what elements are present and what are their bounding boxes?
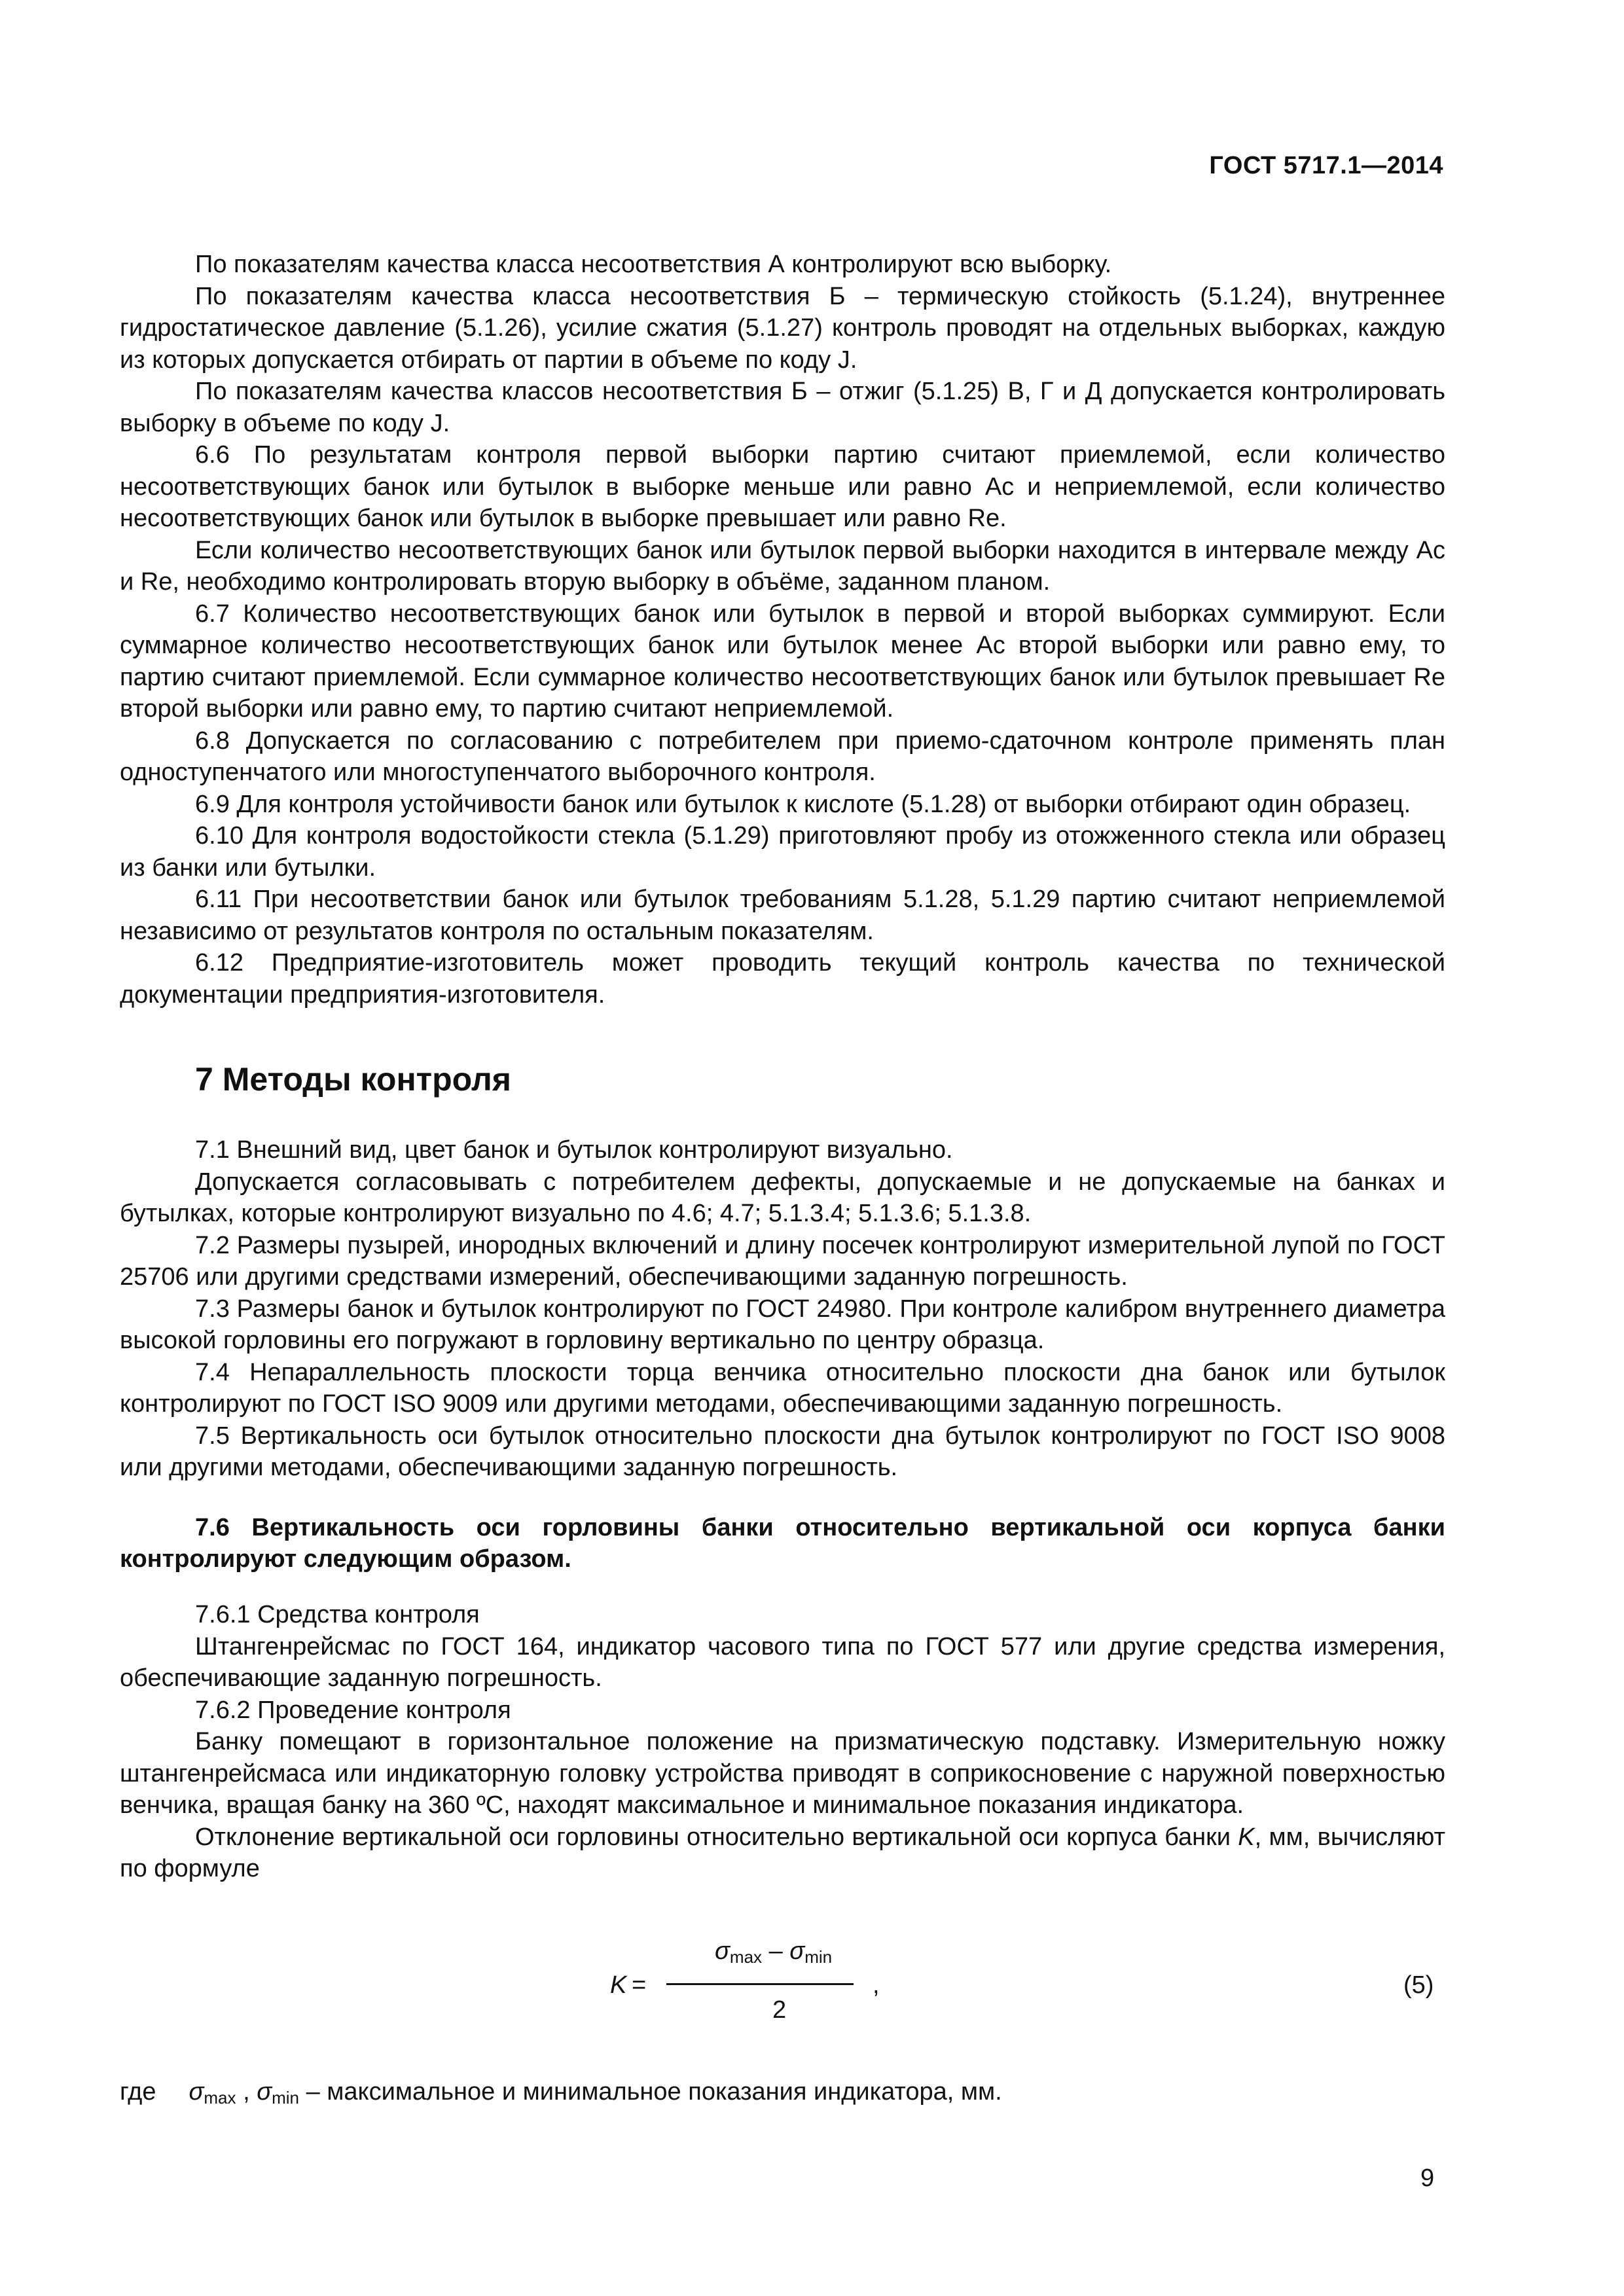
paragraph: 6.6 По результатам контроля первой выборки партию считают приемлемой, если количество несоответствующих банок или бутылок в выборке меньше или равно Ac и неприемлемой, если количество несоответствующих банок или бутылок в выборке превышает или равно Re.	[120, 441, 1445, 532]
paragraph: 6.12 Предприятие-изготовитель может проводить текущий контроль качества по технической документации предприятия-изготовителя.	[120, 949, 1445, 1009]
sigma-symbol: σ	[715, 1937, 730, 1965]
paragraph: Штангенрейсмас по ГОСТ 164, индикатор часового типа по ГОСТ 577 или другие средства измерения, обеспечивающие заданную погрешность.	[120, 1632, 1445, 1692]
subscript-min: min	[804, 1947, 833, 1967]
standard-id: ГОСТ 5717.1—2014	[1209, 152, 1443, 179]
paragraph: По показателям качества класса несоответствия Б – термическую стойкость (5.1.24), внутреннее гидростатическое давление (5.1.26), усилие сжатия (5.1.27) контроль проводят на отдельных выборках, каждую из которых допускается отбирать от партии в объеме по коду J.	[120, 282, 1445, 374]
deviation-paragraph	[120, 1821, 1445, 1885]
formula-denominator: 2	[772, 1996, 787, 2024]
section-6-continued	[120, 249, 1445, 1011]
equation-number: (5)	[1403, 1971, 1434, 1999]
sigma-symbol: σ	[789, 1937, 805, 1965]
section-7-body	[120, 1134, 1445, 1484]
paragraph: 6.10 Для контроля водостойкости стекла (5.1.29) приготовляют пробу из отожженного стекла или образец из банки или бутылки.	[120, 822, 1445, 882]
subscript-min: min	[272, 2088, 300, 2108]
formula-equals: =	[632, 1971, 647, 1999]
formula-comma: ,	[873, 1971, 880, 1999]
page-number: 9	[1420, 2164, 1435, 2192]
legend-separator: ,	[236, 2078, 257, 2106]
formula-legend	[120, 2078, 1002, 2108]
paragraph: 7.6.1 Средства контроля	[195, 1601, 480, 1628]
sigma-symbol: σ	[257, 2078, 272, 2106]
paragraph: 7.6.2 Проведение контроля	[195, 1696, 511, 1724]
paragraph: Банку помещают в горизонтальное положение на призматическую подставку. Измерительную ножку штангенрейсмаса или индикаторную головку устройства приводят в соприкосновение с наружной поверхностью венчика, вращая банку на 360 ºС, находят максимальное и минимальное показания индикатора.	[120, 1728, 1445, 1819]
paragraph: Допускается согласовывать с потребителем дефекты, допускаемые и не допускаемые на банках и бутылках, которые контролируют визуально по 4.6; 4.7; 5.1.3.4; 5.1.3.6; 5.1.3.8.	[120, 1168, 1445, 1227]
paragraph: 6.7 Количество несоответствующих банок или бутылок в первой и второй выборках суммируют. Если суммарное количество несоответствующих банок или бутылок менее Ac второй выборки или равно ему, то партию считают приемлемой. Если суммарное количество несоответствующих банок или бутылок превышает Re второй выборки или равно ему, то партию считают неприемлемой.	[120, 600, 1445, 723]
fraction-bar	[666, 1983, 854, 1985]
paragraph: 6.8 Допускается по согласованию с потребителем при приемо-сдаточном контроле применять план одноступенчатого или многоступенчатого выборочного контроля.	[120, 726, 1445, 786]
paragraph: 7.4 Непараллельность плоскости торца венчика относительно плоскости дна банок или бутылок контролируют по ГОСТ ISO 9009 или другими методами, обеспечивающими заданную погрешность.	[120, 1358, 1445, 1418]
paragraph: 7.3 Размеры банок и бутылок контролируют по ГОСТ 24980. При контроле калибром внутреннего диаметра высокой горловины его погружают в горловину вертикально по центру образца.	[120, 1295, 1445, 1354]
clause-7-6-body	[120, 1599, 1445, 1885]
paragraph: 6.9 Для контроля устойчивости банок или бутылок к кислоте (5.1.28) от выборки отбирают один образец.	[195, 790, 1411, 818]
minus-sign: –	[762, 1937, 790, 1965]
formula-numerator	[715, 1937, 832, 1967]
legend-description: – максимальное и минимальное показания индикатора, мм.	[299, 2078, 1002, 2106]
formula-lhs: K	[610, 1971, 627, 1999]
subscript-max: max	[729, 1947, 763, 1967]
paragraph: 6.11 При несоответствии банок или бутылок требованиям 5.1.28, 5.1.29 партию считают неприемлемой независимо от результатов контроля по остальным показателям.	[120, 886, 1445, 945]
sigma-symbol: σ	[189, 2078, 204, 2106]
paragraph: По показателям качества классов несоответствия Б – отжиг (5.1.25) В, Г и Д допускается контролировать выборку в объеме по коду J.	[120, 378, 1445, 437]
where-word: где	[120, 2078, 156, 2106]
clause-7-6-heading: 7.6 Вертикальность оси горловины банки относительно вертикальной оси корпуса банки контролируют следующим образом.	[120, 1514, 1445, 1573]
k-symbol: K	[1238, 1823, 1255, 1851]
subscript-max: max	[204, 2088, 236, 2108]
paragraph: По показателям качества класса несоответствия А контролируют всю выборку.	[195, 251, 1112, 278]
formula-5	[0, 1937, 1624, 2042]
paragraph: 7.5 Вертикальность оси бутылок относительно плоскости дна бутылок контролируют по ГОСТ ISO 9008 или другими методами, обеспечивающими заданную погрешность.	[120, 1422, 1445, 1481]
paragraph: Если количество несоответствующих банок или бутылок первой выборки находится в интервале между Ac и Re, необходимо контролировать вторую выборку в объёме, заданном планом.	[120, 536, 1445, 596]
deviation-suffix: , мм, вычисляют по формуле	[120, 1823, 1445, 1882]
paragraph: 7.1 Внешний вид, цвет банок и бутылок контролируют визуально.	[195, 1136, 953, 1164]
paragraph: 7.2 Размеры пузырей, инородных включений и длину посечек контролируют измерительной лупой по ГОСТ 25706 или другими средствами измерений, обеспечивающими заданную погрешность.	[120, 1231, 1445, 1291]
deviation-prefix: Отклонение вертикальной оси горловины относительно вертикальной оси корпуса банки	[195, 1823, 1238, 1851]
section-7-heading: 7 Методы контроля	[195, 1061, 511, 1098]
